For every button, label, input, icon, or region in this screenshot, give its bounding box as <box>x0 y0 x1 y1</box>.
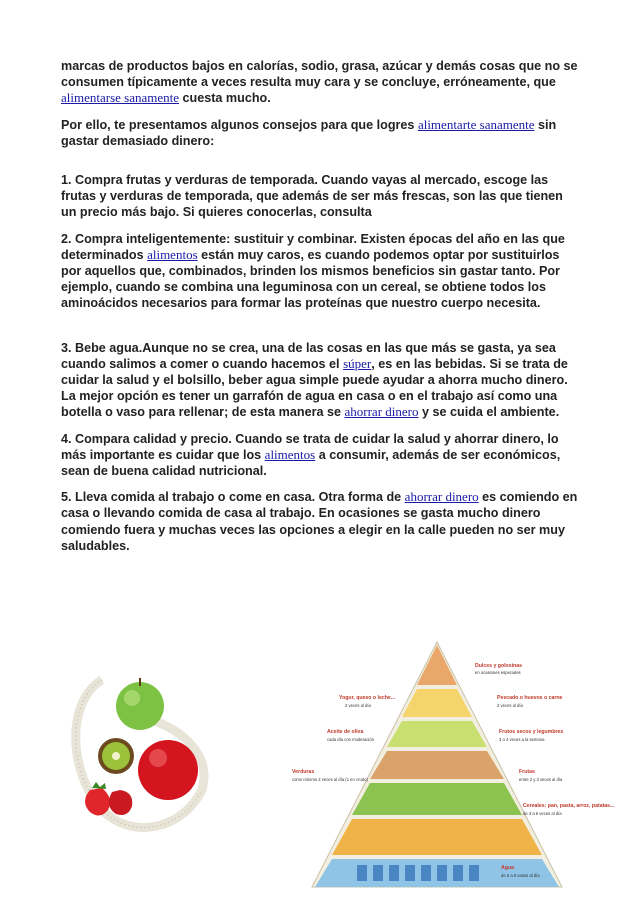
note-dairy: 2 veces al día <box>345 703 371 708</box>
label-nuts: Frutos secos y legumbres <box>499 729 564 735</box>
paragraph-tip-2 <box>61 231 581 312</box>
text: 3. Bebe agua.Aunque no se crea, una de las cosas en las que más se gasta, ya sea cuando salimos a comer o cuando hacemos el <box>61 340 556 371</box>
note-fruits: entre 2 y 3 veces al día <box>519 777 563 782</box>
water-glass <box>437 865 447 881</box>
apple-highlight <box>124 690 140 706</box>
label-sweets: Dulces y golosinas <box>475 663 522 669</box>
link-ahorrar-dinero[interactable]: ahorrar dinero <box>404 489 479 505</box>
label-oil: Aceite de oliva <box>327 729 364 735</box>
text: 1. Compra frutas y verduras de temporada. Cuando vayas al mercado, escoge las frutas y verduras de temporada, que además de ser más frescas, son las que tienen un precio más bajo. Si quieres conocerlas, consulta <box>61 173 563 220</box>
label-protein: Pescado o huevos o carne <box>497 695 563 701</box>
red-apple <box>138 740 198 800</box>
note-water: de 6 a 8 vasos al día <box>501 873 540 878</box>
paragraph-tip-5 <box>61 489 581 554</box>
green-apple <box>116 682 164 730</box>
pyramid-level-oil <box>387 721 487 747</box>
fruits-measuring-tape-image <box>62 660 212 835</box>
strawberry-leaves <box>92 782 106 789</box>
link-super[interactable]: súper <box>343 355 372 371</box>
text: cuesta mucho. <box>179 91 271 106</box>
strawberry-1 <box>85 788 110 816</box>
document-body <box>61 58 581 554</box>
note-oil: cada día con moderación <box>327 737 375 742</box>
pyramid-level-cereals <box>332 819 542 855</box>
text: y se cuida el ambiente. <box>418 405 560 420</box>
water-glass <box>373 865 383 881</box>
text: Por ello, te presentamos algunos consejos para que logres <box>61 117 418 132</box>
text: están muy caros, es cuando podemos optar por sustituirlos por aquellos que, combinados, brinden los mismos beneficios sin gastar tanto. Por ejemplo, cuando se combina una leguminosa con un cereal, se obtiene todos los aminoácidos necesarios para formar las proteínas que nuestro cuerpo necesita. <box>61 247 560 311</box>
link-alimentos[interactable]: alimentos <box>147 246 198 262</box>
water-glass <box>421 865 431 881</box>
text: es comiendo en casa o llevando comida de casa al trabajo. En ocasiones se gasta mucho dinero comiendo fuera y muchas veces las opciones a elegir en la calle pueden no ser muy saludables. <box>61 490 578 553</box>
kiwi-core <box>112 752 120 760</box>
text: marcas de productos bajos en calorías, sodio, grasa, azúcar y demás cosas que no se consumen típicamente a veces resulta muy cara y se concluye, erróneamente, que <box>61 59 578 90</box>
text: , es en las bebidas. Si se trata de cuidar la salud y el bolsillo, beber agua simple puede ayudar a ahorra mucho dinero. La mejor opción es tener un garrafón de agua en casa o en el trabajo así como una botella o vaso para rellenar; de esta manera se <box>61 356 568 420</box>
text: 2. Compra inteligentemente: sustituir y combinar. Existen épocas del año en las que determinados <box>61 231 565 262</box>
pyramid-level-vegetables <box>352 783 522 815</box>
label-dairy: Yogur, queso o leche... <box>339 695 396 701</box>
pyramid-level-nuts <box>370 751 504 779</box>
pyramid-level-sweets <box>417 645 457 685</box>
note-cereals: de 3 a 6 veces al día <box>523 811 562 816</box>
food-pyramid-image <box>287 637 615 892</box>
paragraph-tip-1 <box>61 172 581 221</box>
label-cereals: Cereales: pan, pasta, arroz, patatas... <box>523 803 615 809</box>
apple-stem <box>139 678 141 686</box>
note-vegetables: como mínimo 2 veces al día (1 en crudo) <box>292 777 368 782</box>
text: a consumir, además de ser económicos, sean de buena calidad nutricional. <box>61 447 561 479</box>
link-alimentarse-sanamente[interactable]: alimentarse sanamente <box>61 90 180 106</box>
water-glass <box>405 865 415 881</box>
link-ahorrar-dinero[interactable]: ahorrar dinero <box>344 404 419 420</box>
red-apple-highlight <box>149 749 167 767</box>
paragraph-intro <box>61 58 581 107</box>
water-glass <box>357 865 367 881</box>
note-protein: 2 veces al día <box>497 703 523 708</box>
paragraph-tip-4 <box>61 431 581 480</box>
water-glass <box>389 865 399 881</box>
paragraph-consejos <box>61 117 581 149</box>
water-glass <box>469 865 479 881</box>
text: sin gastar demasiado dinero: <box>61 117 557 148</box>
link-alimentos[interactable]: alimentos <box>264 446 316 462</box>
label-fruits: Frutas <box>519 769 535 775</box>
text: 5. Lleva comida al trabajo o come en casa. Otra forma de <box>61 490 405 505</box>
note-sweets: en ocasiones especiales <box>475 670 521 675</box>
strawberry-2 <box>109 790 132 815</box>
label-water: Agua <box>501 865 514 871</box>
paragraph-tip-3 <box>61 340 581 421</box>
label-vegetables: Verduras <box>292 769 315 775</box>
note-nuts: 3 o 4 veces a la semana <box>499 737 545 742</box>
link-alimentarte-sanamente[interactable]: alimentarte sanamente <box>417 116 535 132</box>
water-glass <box>453 865 463 881</box>
text: 4. Compara calidad y precio. Cuando se trata de cuidar la salud y ahorrar dinero, lo más importante es cuidar que los <box>61 431 559 462</box>
